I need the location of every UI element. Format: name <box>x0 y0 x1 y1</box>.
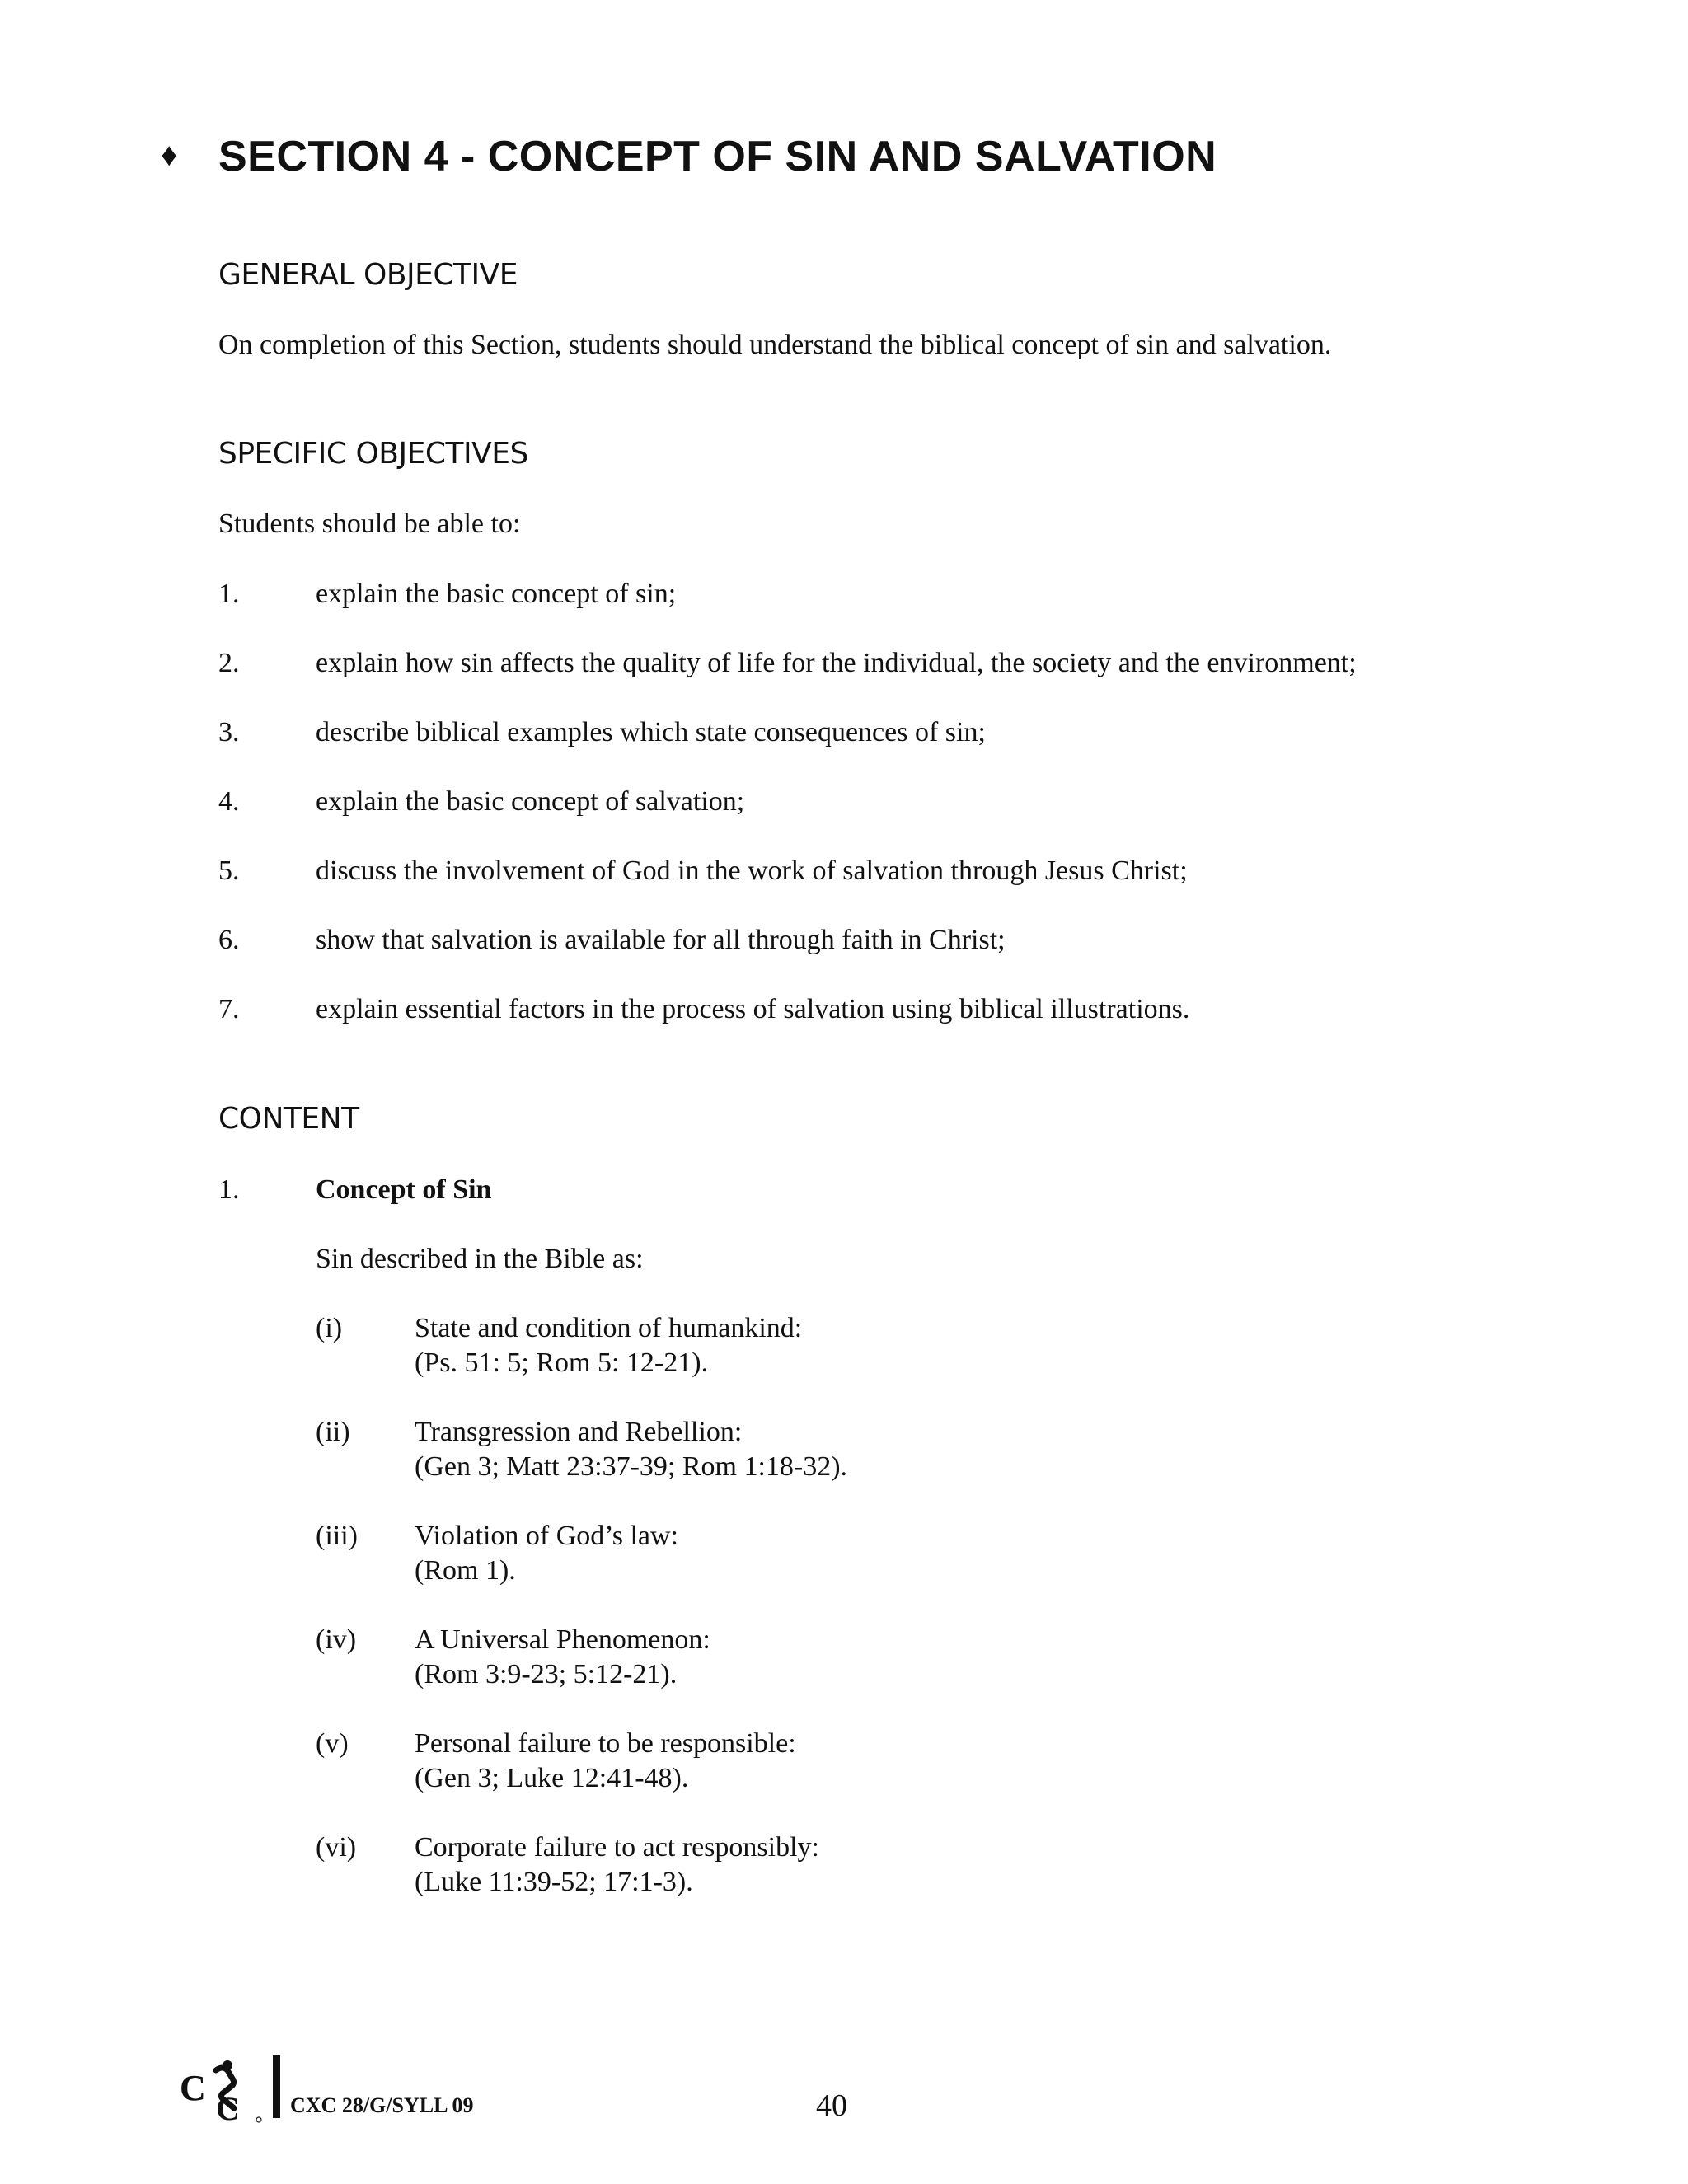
sub-item-line1: Transgression and Rebellion: <box>415 1417 743 1447</box>
page-number: 40 <box>816 2088 847 2123</box>
cxc-logo-icon <box>180 2052 270 2126</box>
sub-item-line2: (Rom 3:9-23; 5:12-21). <box>415 1659 678 1690</box>
objective-number: 3. <box>218 717 240 748</box>
content-item-number: 1. <box>218 1174 240 1205</box>
svg-text:C: C <box>216 2090 240 2126</box>
sub-item-number: (v) <box>316 1728 349 1759</box>
sub-item-line2: (Gen 3; Luke 12:41-48). <box>415 1763 689 1793</box>
content-heading: CONTENT <box>218 1102 359 1136</box>
content-intro: Sin described in the Bible as: <box>316 1244 644 1274</box>
sub-item-number: (i) <box>316 1313 343 1343</box>
sub-item-line2: (Rom 1). <box>415 1555 516 1586</box>
general-objective-heading: GENERAL OBJECTIVE <box>218 258 518 292</box>
sub-item-line2: (Ps. 51: 5; Rom 5: 12-21). <box>415 1347 709 1378</box>
objective-text: explain the basic concept of sin; <box>316 579 677 609</box>
objective-text: explain the basic concept of salvation; <box>316 786 745 817</box>
syllabus-code: CXC 28/G/SYLL 09 <box>290 2093 474 2117</box>
objective-number: 1. <box>218 579 240 609</box>
sub-item-number: (vi) <box>316 1832 357 1863</box>
sub-item-line2: (Luke 11:39-52; 17:1-3). <box>415 1867 693 1897</box>
diamond-bullet-icon: ♦ <box>161 137 178 173</box>
section-title <box>161 132 1217 181</box>
footer-divider <box>273 2055 280 2118</box>
sub-item-line1: Personal failure to be responsible: <box>415 1728 796 1759</box>
objective-number: 4. <box>218 786 240 817</box>
sub-item-line1: State and condition of humankind: <box>415 1313 803 1343</box>
content-item-title: Concept of Sin <box>316 1174 492 1205</box>
sub-item-number: (iv) <box>316 1624 357 1655</box>
sub-item-number: (ii) <box>316 1417 350 1447</box>
objective-number: 5. <box>218 855 240 886</box>
objective-number: 6. <box>218 925 240 955</box>
section-title-text: SECTION 4 - CONCEPT OF SIN AND SALVATION <box>218 133 1217 180</box>
specific-objectives-intro: Students should be able to: <box>218 509 521 539</box>
sub-item-number: (iii) <box>316 1521 358 1551</box>
objective-text: describe biblical examples which state consequences of sin; <box>316 717 986 748</box>
objective-number: 7. <box>218 994 240 1024</box>
sub-item-line1: A Universal Phenomenon: <box>415 1624 710 1655</box>
objective-number: 2. <box>218 648 240 678</box>
objective-text: explain essential factors in the process of salvation using biblical illustrations. <box>316 994 1190 1024</box>
general-objective-text: On completion of this Section, students should understand the biblical concept of sin and salvation. <box>218 330 1332 360</box>
sub-item-line1: Corporate failure to act responsibly: <box>415 1832 819 1863</box>
sub-item-line1: Violation of God’s law: <box>415 1521 678 1551</box>
sub-item-line2: (Gen 3; Matt 23:37-39; Rom 1:18-32). <box>415 1451 848 1482</box>
objective-text: show that salvation is available for all through faith in Christ; <box>316 925 1006 955</box>
svg-text:C: C <box>180 2068 206 2108</box>
objective-text: explain how sin affects the quality of life for the individual, the society and the environment; <box>316 648 1357 678</box>
specific-objectives-heading: SPECIFIC OBJECTIVES <box>218 437 528 471</box>
objective-text: discuss the involvement of God in the work of salvation through Jesus Christ; <box>316 855 1188 886</box>
